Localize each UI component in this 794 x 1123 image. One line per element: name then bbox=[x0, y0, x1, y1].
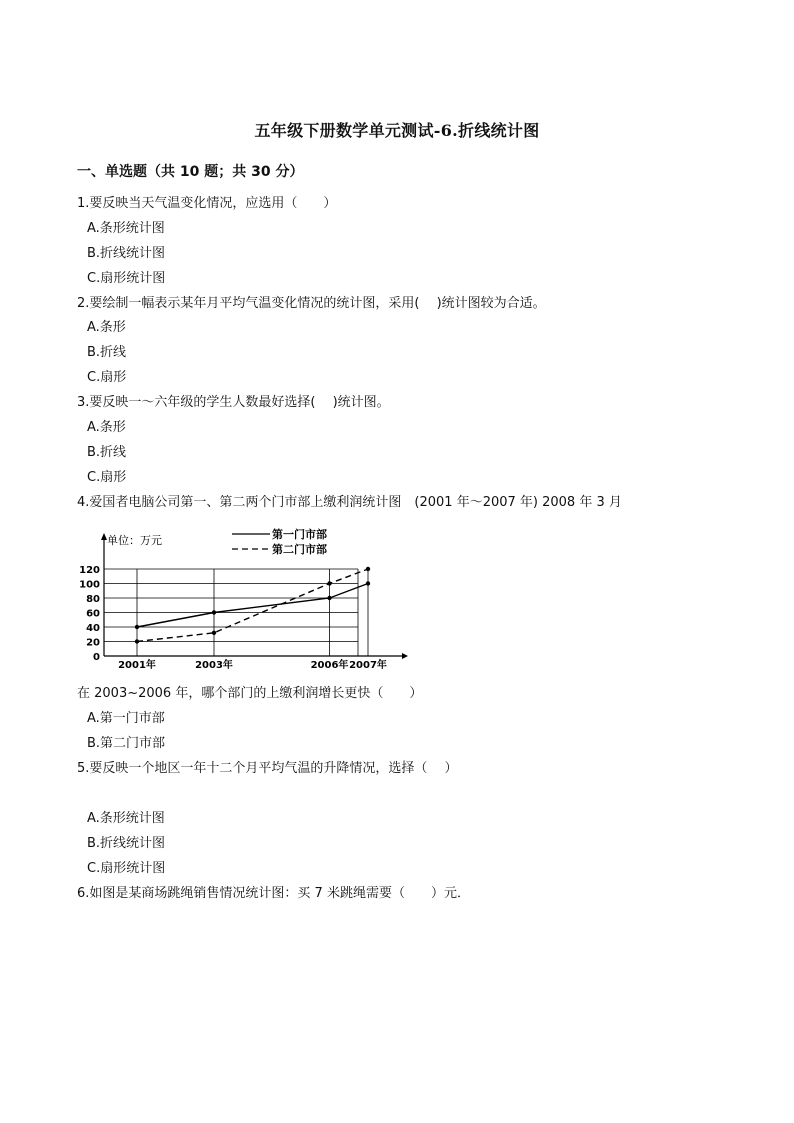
data-point bbox=[212, 610, 216, 614]
q5-option-a: A.条形统计图 bbox=[87, 811, 165, 826]
data-point bbox=[366, 567, 370, 571]
q3-option-c: C.扇形 bbox=[87, 470, 127, 485]
question-4: 4.爱国者电脑公司第一、第二两个门市部上缴利润统计图 (2001 年～2007 年) 2008 年 3 月 bbox=[77, 495, 622, 510]
data-point bbox=[327, 581, 331, 585]
y-tick-label: 100 bbox=[79, 579, 100, 591]
question-2: 2.要绘制一幅表示某年月平均气温变化情况的统计图，采用( )统计图较为合适。 bbox=[77, 296, 546, 311]
question-1: 1.要反映当天气温变化情况，应选用（ ） bbox=[77, 196, 337, 211]
x-axis-arrow bbox=[402, 653, 408, 659]
page-title: 五年级下册数学单元测试-6.折线统计图 bbox=[254, 121, 540, 140]
data-point bbox=[327, 596, 331, 600]
data-point bbox=[366, 581, 370, 585]
q5-option-b: B.折线统计图 bbox=[87, 836, 166, 851]
y-tick-label: 20 bbox=[86, 637, 100, 649]
question-4-sub: 在 2003~2006 年，哪个部门的上缴利润增长更快（ ） bbox=[77, 686, 423, 701]
q4-option-b: B.第二门市部 bbox=[87, 736, 166, 751]
question-3: 3.要反映一～六年级的学生人数最好选择( )统计图。 bbox=[77, 395, 390, 410]
profit-line-chart bbox=[79, 526, 414, 674]
series-line bbox=[137, 584, 368, 628]
question-5: 5.要反映一个地区一年十二个月平均气温的升降情况，选择（ ） bbox=[77, 761, 458, 776]
data-point bbox=[212, 631, 216, 635]
q3-option-b: B.折线 bbox=[87, 445, 127, 460]
series-line bbox=[137, 569, 368, 642]
unit-label: 单位：万元 bbox=[107, 534, 162, 547]
section-heading: 一、单选题（共 10 题；共 30 分） bbox=[77, 164, 304, 180]
y-tick-label: 0 bbox=[93, 652, 100, 663]
q5-option-c: C.扇形统计图 bbox=[87, 861, 166, 876]
q2-option-a: A.条形 bbox=[87, 320, 126, 335]
q3-option-a: A.条形 bbox=[87, 420, 126, 435]
data-point bbox=[135, 639, 139, 643]
legend-label: 第二门市部 bbox=[272, 543, 327, 556]
y-tick-label: 120 bbox=[79, 565, 100, 576]
q1-option-c: C.扇形统计图 bbox=[87, 271, 166, 286]
legend-label: 第一门市部 bbox=[272, 528, 327, 541]
q2-option-b: B.折线 bbox=[87, 345, 127, 360]
x-tick-label: 2001年 bbox=[118, 660, 156, 671]
data-point bbox=[135, 625, 139, 629]
q4-option-a: A.第一门市部 bbox=[87, 711, 165, 726]
y-tick-label: 40 bbox=[86, 623, 100, 634]
q1-option-a: A.条形统计图 bbox=[87, 221, 165, 236]
y-tick-label: 80 bbox=[86, 594, 100, 605]
x-tick-label: 2003年 bbox=[195, 660, 233, 671]
q2-option-c: C.扇形 bbox=[87, 370, 127, 385]
question-6: 6.如图是某商场跳绳销售情况统计图：买 7 米跳绳需要（ ）元． bbox=[77, 886, 470, 901]
y-tick-label: 60 bbox=[86, 608, 100, 620]
x-tick-label: 2006年 bbox=[310, 660, 349, 671]
x-tick-label: 2007年 bbox=[349, 660, 387, 671]
q1-option-b: B.折线统计图 bbox=[87, 246, 166, 261]
